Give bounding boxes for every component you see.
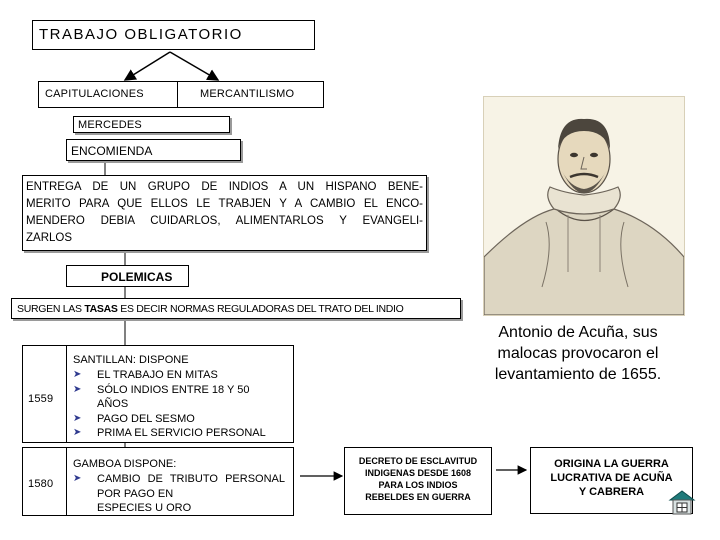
arrow-bullet-icon: ➤: [73, 473, 82, 484]
gamboa-item: [73, 472, 285, 501]
year-1559: 1559: [28, 393, 54, 405]
santillan-box: [66, 345, 294, 443]
capitulaciones-label: CAPITULACIONES: [45, 88, 144, 100]
tasas-after: ES DECIR NORMAS REGULADORAS DEL TRATO DEL INDIO: [117, 303, 404, 315]
santillan-item: ➤ PRIMA EL SERVICIO PERSONAL: [67, 426, 293, 441]
arrow-to-mercantilismo: [170, 52, 218, 80]
portrait-caption-line: Antonio de Acuña, sus: [498, 324, 658, 341]
guerra-line: Y CABRERA: [578, 486, 645, 498]
title-box: [32, 20, 315, 50]
tasas-before: SURGEN LAS: [17, 303, 85, 315]
definition-line-1: ENTREGA DE UN GRUPO DE INDIOS A UN HISPANO BENE-: [26, 181, 423, 193]
year-box-1559: [22, 345, 67, 443]
decreto-line: PARA LOS INDIOS: [378, 480, 458, 490]
mercantilismo-box: [177, 81, 324, 108]
gamboa-item: ESPECIES U ORO: [97, 502, 192, 514]
arrow-to-capitulaciones: [125, 52, 170, 80]
gamboa-heading: GAMBOA DISPONE:: [73, 458, 177, 470]
home-nav-icon[interactable]: [668, 488, 696, 516]
diagram-title: TRABAJO OBLIGATORIO: [39, 26, 243, 43]
portrait-caption-line: malocas provocaron el: [497, 345, 659, 362]
definition-box: [22, 175, 427, 251]
santillan-item: AÑOS: [97, 398, 129, 410]
gamboa-item-text: CAMBIO DE TRIBUTO PERSONAL POR PAGO EN: [97, 473, 285, 500]
portrait-image: [484, 97, 684, 315]
encomienda-box: [66, 139, 241, 161]
portrait-caption-line: levantamiento de 1655.: [494, 366, 662, 383]
guerra-line: LUCRATIVA DE ACUÑA: [550, 472, 673, 484]
tasas-text: [17, 303, 404, 315]
mercantilismo-label: MERCANTILISMO: [200, 88, 295, 100]
santillan-item: ➤ EL TRABAJO EN MITAS: [67, 368, 293, 383]
portrait-frame: [483, 96, 685, 316]
decreto-line: REBELDES EN GUERRA: [365, 492, 471, 502]
santillan-item: ➤ SÓLO INDIOS ENTRE 18 Y 50: [67, 383, 293, 398]
definition-line-2: MERITO PARA QUE ELLOS LE TRABJEN Y A CAMBIO EL ENCO-: [26, 198, 423, 210]
decreto-line: DECRETO DE ESCLAVITUD: [358, 456, 478, 466]
santillan-list: [67, 368, 293, 441]
capitulaciones-box: [38, 81, 178, 108]
santillan-item: ➤ PAGO DEL SESMO: [67, 412, 293, 427]
polemicas-label: POLEMICAS: [101, 270, 173, 284]
decreto-line: INDIGENAS DESDE 1608: [364, 468, 472, 478]
portrait-caption: [478, 322, 678, 385]
gamboa-box: [66, 447, 294, 516]
guerra-line: ORIGINA LA GUERRA: [554, 458, 669, 470]
year-1580: 1580: [28, 478, 54, 490]
mercedes-box: [73, 116, 230, 133]
year-box-1580: [22, 447, 67, 516]
tasas-bold: TASAS: [84, 303, 118, 315]
definition-line-4: ZARLOS: [26, 232, 73, 244]
decreto-box: [344, 447, 492, 515]
definition-line-3: MENDERO DEBIA CUIDARLOS, ALIMENTARLOS Y EVANGELI-: [26, 215, 423, 227]
polemicas-box: [66, 265, 189, 287]
encomienda-label: ENCOMIENDA: [71, 144, 153, 158]
santillan-heading: SANTILLAN: DISPONE: [73, 354, 189, 366]
tasas-box: [11, 298, 461, 319]
mercedes-label: MERCEDES: [78, 119, 142, 131]
